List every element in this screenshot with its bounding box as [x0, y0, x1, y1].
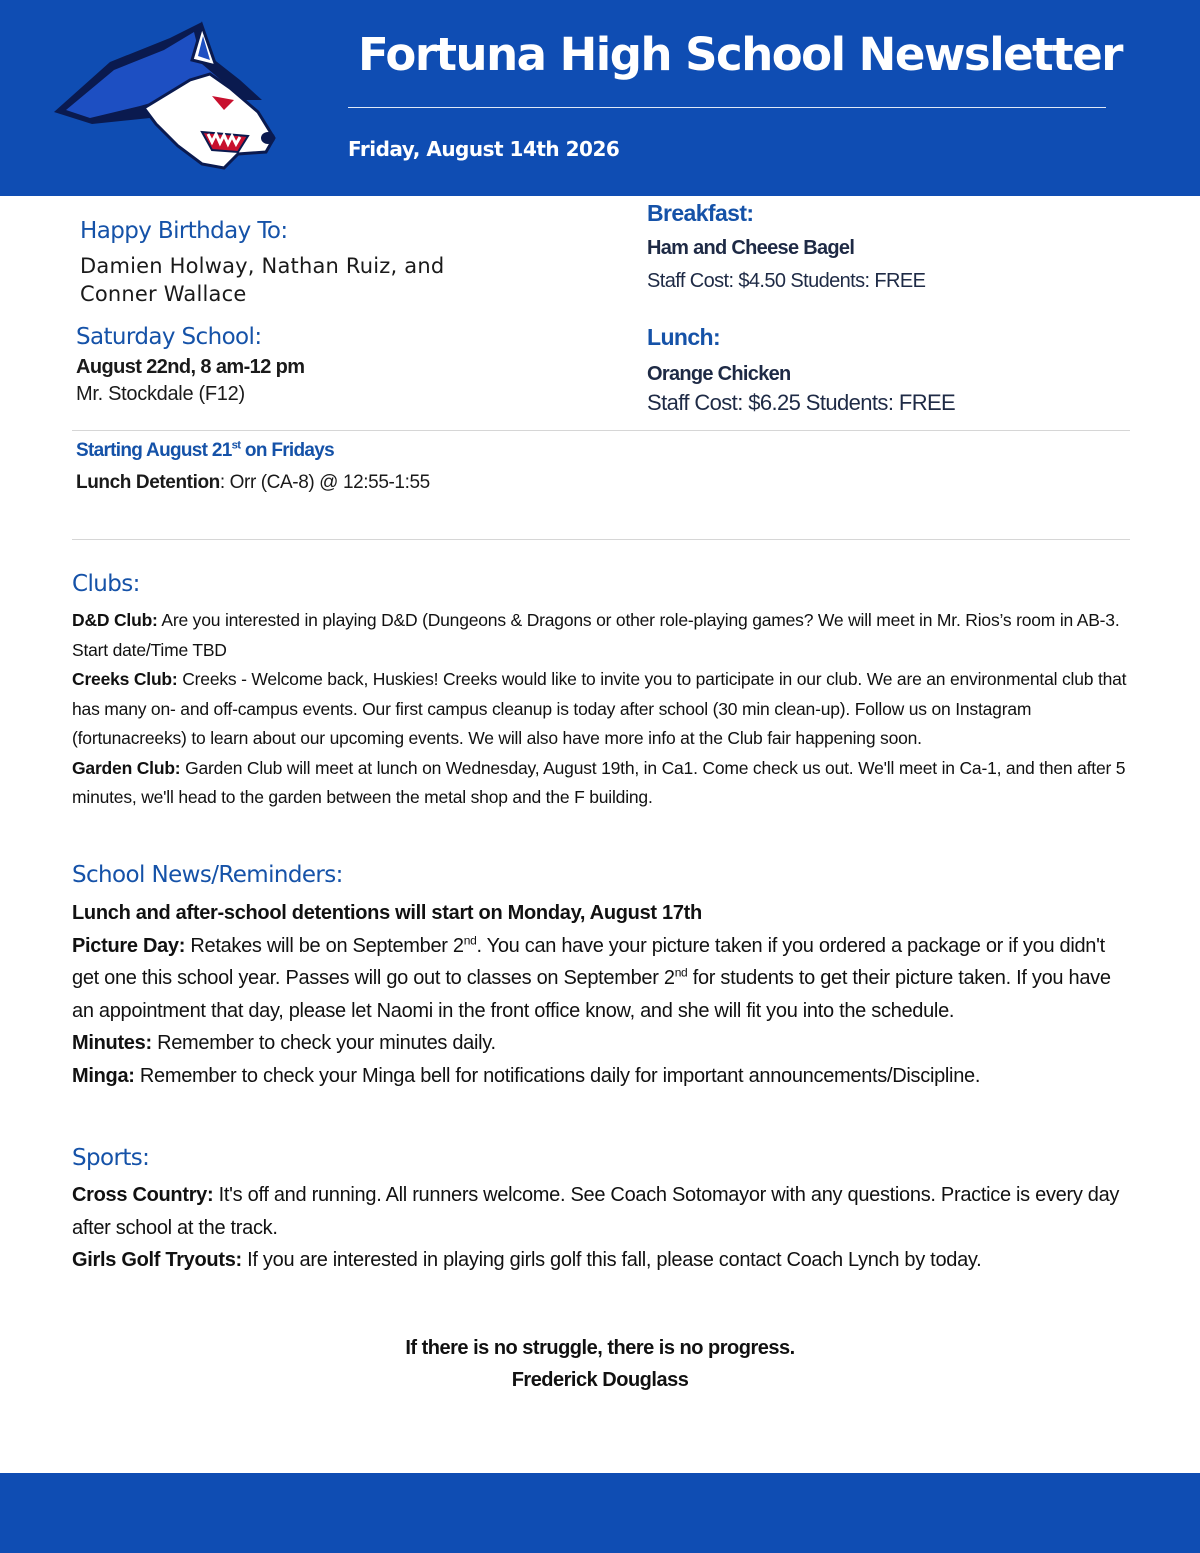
sports-item: [72, 1179, 1132, 1244]
sports-text: It's off and running. All runners welcome. See Coach Sotomayor with any questions. Practice is every day after school at the track.: [72, 1184, 1120, 1239]
picture-day-item: [72, 930, 1132, 1028]
picture-day-sup-2: nd: [674, 965, 688, 980]
lunch-detention-info: [76, 472, 430, 494]
club-text: Garden Club will meet at lunch on Wednesday, August 19th, in Ca1. Come check us out. We'll meet in Ca-1, and then after 5 minutes, we'll head to the garden between the metal shop and the F building.: [72, 757, 1126, 807]
picture-day-sup-1: nd: [463, 932, 477, 947]
minutes-label: Minutes:: [72, 1032, 152, 1054]
footer-banner: [0, 1473, 1200, 1553]
detentions-notice: Lunch and after-school detentions will start on Monday, August 17th: [72, 902, 702, 924]
school-news-list: [72, 897, 1132, 1092]
minga-item: [72, 1060, 1132, 1093]
sports-heading: Sports:: [72, 1145, 150, 1171]
minutes-item: [72, 1027, 1132, 1060]
club-text: Creeks - Welcome back, Huskies! Creeks would like to invite you to participate in our club. We are an environmental club that has many on- and off-campus events. Our first campus cleanup is today after school (30 min clean-up). Follow us on Instagram (fortunacreeks) to learn about our upcoming events. We will also have more info at the Club fair happening soon.: [72, 669, 1127, 748]
club-item: [72, 606, 1132, 665]
minga-text: Remember to check your Minga bell for notifications daily for important announcements/Discipline.: [134, 1064, 981, 1087]
club-label: Creeks Club:: [72, 669, 178, 689]
husky-mascot-icon: [52, 20, 282, 176]
lunch-cost: Staff Cost: $6.25 Students: FREE: [647, 390, 956, 415]
quote-text: If there is no struggle, there is no progress.: [405, 1337, 795, 1359]
sports-label: Cross Country:: [72, 1184, 214, 1206]
sports-text: If you are interested in playing girls golf this fall, please contact Coach Lynch by today.: [241, 1249, 982, 1271]
saturday-school-teacher: Mr. Stockdale (F12): [76, 383, 245, 405]
minutes-text: Remember to check your minutes daily.: [151, 1032, 496, 1054]
picture-day-text-2: . You can have your picture taken if you ordered a package or if you didn't get one this school year. Passes will go out to classes on September 2: [72, 934, 1105, 989]
club-item: [72, 665, 1132, 754]
picture-day-text-1: Retakes will be on September 2: [185, 934, 464, 957]
lunch-detention-detail: : Orr (CA-8) @ 12:55-1:55: [219, 472, 430, 493]
birthday-heading: Happy Birthday To:: [80, 218, 288, 244]
lunch-detention-label: Lunch Detention: [76, 472, 220, 493]
breakfast-heading: Breakfast:: [647, 200, 754, 226]
lunch-detention-start-text: Starting August 21: [76, 440, 232, 461]
birthday-names-line1: Damien Holway, Nathan Ruiz, and: [80, 254, 445, 278]
sports-item: [72, 1244, 1132, 1277]
picture-day-text-3: for students to get their picture taken. If you have an appointment that day, please let Naomi in the front office know, and she will fit you into the schedule.: [72, 967, 1111, 1022]
saturday-school-date: August 22nd, 8 am-12 pm: [76, 356, 305, 378]
minga-label: Minga:: [72, 1064, 135, 1087]
school-news-heading: School News/Reminders:: [72, 862, 343, 888]
header-banner: [0, 0, 1200, 196]
picture-day-label: Picture Day:: [72, 934, 186, 957]
lunch-detention-start-suffix: on Fridays: [240, 440, 334, 461]
lunch-detention-start-sup: st: [231, 439, 241, 452]
section-divider: [72, 430, 1130, 431]
club-text: Are you interested in playing D&D (Dungeons & Dragons or other role-playing games? We will meet in Mr. Rios’s room in AB-3. Start date/Time TBD: [72, 610, 1120, 660]
breakfast-cost: Staff Cost: $4.50 Students: FREE: [647, 270, 926, 292]
saturday-school-heading: Saturday School:: [76, 324, 262, 350]
club-item: [72, 754, 1132, 813]
sports-list: [72, 1179, 1132, 1277]
newsletter-title: Fortuna High School Newsletter: [358, 28, 1122, 81]
lunch-item: Orange Chicken: [647, 363, 791, 385]
clubs-list: [72, 606, 1132, 813]
clubs-heading: Clubs:: [72, 571, 140, 597]
club-label: D&D Club:: [72, 610, 158, 630]
sports-label: Girls Golf Tryouts:: [72, 1249, 242, 1271]
quote-author: Frederick Douglass: [511, 1369, 689, 1391]
birthday-names-line2: Conner Wallace: [80, 282, 247, 306]
breakfast-item: Ham and Cheese Bagel: [647, 237, 855, 259]
club-label: Garden Club:: [72, 757, 181, 778]
lunch-detention-start: [76, 440, 334, 462]
title-divider: [348, 107, 1106, 108]
newsletter-date: Friday, August 14th 2026: [348, 137, 620, 161]
section-divider-2: [72, 539, 1130, 540]
lunch-heading: Lunch:: [647, 324, 721, 350]
